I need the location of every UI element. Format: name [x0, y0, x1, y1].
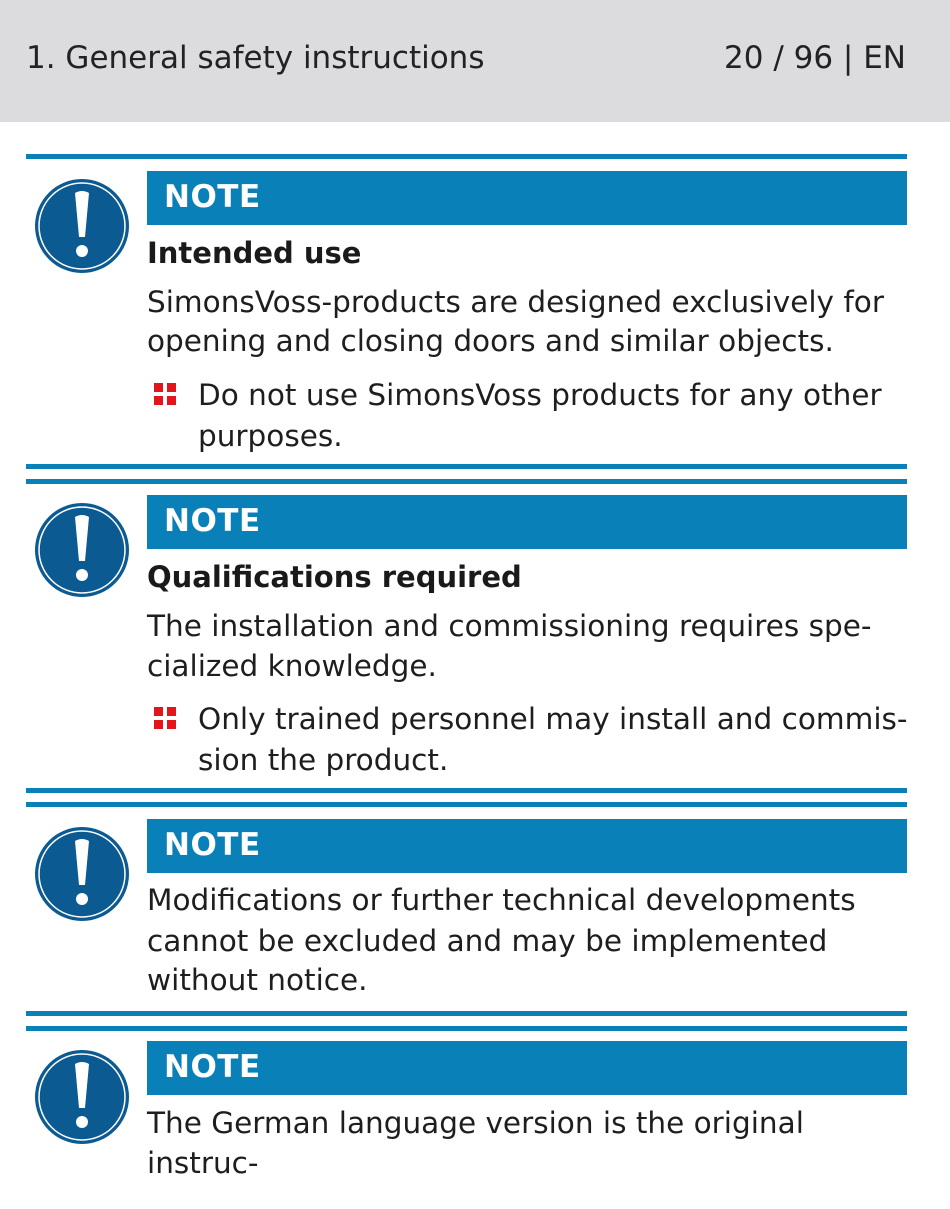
note-line: cannot be excluded and may be implemented: [147, 924, 828, 958]
note-label: NOTE: [164, 1049, 261, 1085]
note-label: NOTE: [164, 503, 261, 539]
exclamation-icon: [35, 827, 129, 921]
note-title: Qualifications required: [147, 560, 522, 594]
note-label: NOTE: [164, 179, 261, 215]
note-title: Intended use: [147, 236, 362, 270]
bullet-text: purposes.: [198, 419, 343, 453]
divider: [26, 154, 907, 159]
bullet-text: sion the product.: [198, 743, 449, 777]
exclamation-icon: [35, 179, 129, 273]
note-banner: [147, 819, 907, 873]
exclamation-icon: [35, 503, 129, 597]
page-number: 20 / 96 | EN: [724, 40, 906, 76]
page-header: [0, 0, 950, 122]
note-banner: [147, 171, 907, 225]
bullet-icon: [154, 383, 176, 405]
divider: [26, 802, 907, 807]
note-line: cialized knowledge.: [147, 649, 437, 683]
note-line: SimonsVoss-products are designed exclusively for: [147, 285, 884, 319]
bullet-text: Do not use SimonsVoss products for any other: [198, 378, 882, 412]
note-line: The installation and commissioning requires spe-: [147, 609, 872, 643]
divider: [26, 788, 907, 793]
divider: [26, 464, 907, 469]
note-line: Modifications or further technical developments: [147, 883, 856, 917]
divider: [26, 1026, 907, 1031]
note-line: opening and closing doors and similar objects.: [147, 324, 834, 358]
divider: [26, 479, 907, 484]
bullet-icon: [154, 707, 176, 729]
divider: [26, 1011, 907, 1016]
section-title: 1. General safety instructions: [26, 40, 485, 76]
note-line: The German language version is the original instruc-: [147, 1106, 804, 1180]
exclamation-icon: [35, 1050, 129, 1144]
note-label: NOTE: [164, 827, 261, 863]
note-line: without notice.: [147, 963, 368, 997]
note-banner: [147, 1041, 907, 1095]
note-banner: [147, 495, 907, 549]
bullet-text: Only trained personnel may install and commis-: [198, 702, 908, 736]
